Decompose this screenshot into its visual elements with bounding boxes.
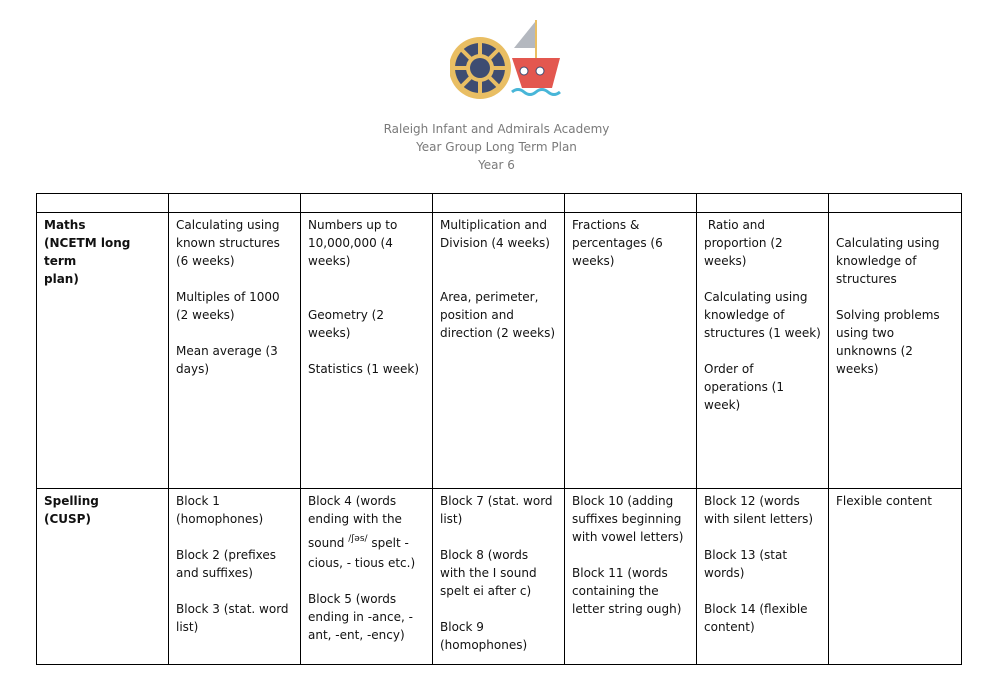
header-cell: [697, 194, 829, 213]
spelling-cell-1: Block 1 (homophones) Block 2 (prefixes and suffixes) Block 3 (stat. word list): [169, 489, 301, 665]
header-cell: [433, 194, 565, 213]
maths-cell-5: Ratio and proportion (2 weeks) Calculating using knowledge of structures (1 week) Order of operations (1 week): [697, 213, 829, 489]
table-header-row: [37, 194, 962, 213]
maths-cell-1: Calculating using known structures (6 weeks) Multiples of 1000 (2 weeks) Mean average (3 days): [169, 213, 301, 489]
maths-row: [37, 213, 962, 489]
header-cell: [829, 194, 962, 213]
spelling-cell-5: Block 12 (words with silent letters) Block 13 (stat words) Block 14 (flexible content): [697, 489, 829, 665]
header-cell: [169, 194, 301, 213]
spelling-cell-4: Block 10 (adding suffixes beginning with vowel letters) Block 11 (words containing the letter string ough): [565, 489, 697, 665]
spelling-cell-6: Flexible content: [829, 489, 962, 665]
document-header: [0, 120, 993, 174]
ipa-symbol: /ʃəs/: [348, 534, 368, 544]
spelling-row: [37, 489, 962, 665]
school-name: Raleigh Infant and Admirals Academy: [383, 122, 610, 136]
header-cell: [565, 194, 697, 213]
year-label: Year 6: [478, 158, 515, 172]
spelling-cell-2: Block 4 (words ending with the sound $^{/ʃəs/}$ spelt - cious, - tious etc.) Block 5 (words ending in -ance, -ant, -ent, -ency): [301, 489, 433, 665]
maths-subject-cell: Maths (NCETM long term plan): [37, 213, 169, 489]
maths-cell-2: Numbers up to 10,000,000 (4 weeks) Geometry (2 weeks) Statistics (1 week): [301, 213, 433, 489]
long-term-plan-table: [36, 193, 962, 665]
spelling-subject-cell: Spelling (CUSP): [37, 489, 169, 665]
ships-wheel-icon: [450, 37, 511, 99]
maths-cell-4: Fractions & percentages (6 weeks): [565, 213, 697, 489]
spelling-cell-3: Block 7 (stat. word list) Block 8 (words with the I sound spelt ei after c) Block 9 (homophones): [433, 489, 565, 665]
header-cell: [301, 194, 433, 213]
maths-cell-3: Multiplication and Division (4 weeks) Area, perimeter, position and direction (2 weeks): [433, 213, 565, 489]
boat-icon: [512, 20, 560, 95]
school-logo: [450, 16, 562, 100]
maths-cell-6: Calculating using knowledge of structures Solving problems using two unknowns (2 weeks): [829, 213, 962, 489]
header-cell: [37, 194, 169, 213]
plan-title: Year Group Long Term Plan: [416, 140, 577, 154]
